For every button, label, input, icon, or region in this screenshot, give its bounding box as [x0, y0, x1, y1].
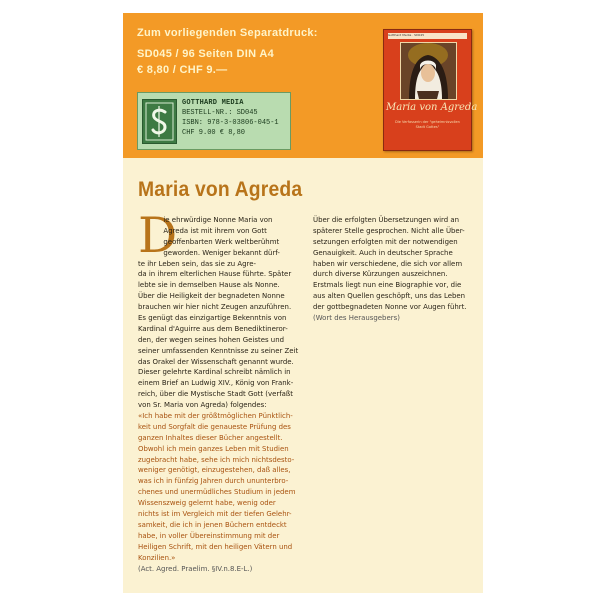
drop-cap: D	[138, 207, 178, 264]
text-line: Über die Heiligkeit der begnadeten Nonne	[138, 291, 285, 301]
text-line: geoffenbarten Werk weltberühmt	[163, 236, 280, 246]
text-line: seiner umfassenden Kenntnisse zu seiner Zeit	[138, 345, 299, 355]
cover-subtitle: Die Verfasserin der "geheimnisvollen Stadt Gottes"	[395, 120, 460, 129]
text-line: durch diverse Kürzungen auszeichnen.	[313, 269, 448, 279]
publisher-logo-icon	[142, 99, 177, 144]
article-title: Maria von Agreda	[138, 178, 303, 201]
isbn: ISBN: 978-3-03806-045-1	[182, 119, 279, 127]
text-line: Über die erfolgten Übersetzungen wird an	[313, 215, 460, 224]
text-line: von Sr. Maria von Agreda) folgendes:	[138, 400, 267, 410]
text-line: das Orakel der Wissenschaft genannt wurde.	[138, 356, 294, 366]
publisher-details	[182, 98, 279, 138]
order-info-heading: Zum vorliegenden Separatdruck:	[137, 27, 318, 39]
text-line: Kardinal d'Aguirre aus dem Benediktineror-	[138, 323, 288, 333]
text-line: Genauigkeit. Auch in deutscher Sprache	[313, 247, 453, 257]
publisher-badge	[137, 92, 291, 150]
text-line: geworden. Weniger bekannt dürf-	[163, 247, 280, 257]
text-line: Konzilien.»	[138, 552, 176, 562]
text-line: keit und Sorgfalt die genaueste Prüfung des	[138, 421, 291, 431]
text-line: den, der wegen seines hohen Geistes und	[138, 334, 285, 344]
text-line: brauchen wir hier nicht Zeugen anzuführen.	[138, 302, 292, 312]
text-line: was ich in fünfzig Jahren durch ununterbro-	[138, 476, 289, 486]
text-line: haben wir verschiedene, die sich vor allem	[313, 258, 463, 268]
order-info-panel	[123, 13, 483, 158]
book-cover	[383, 29, 478, 151]
text-line: te ihr Leben sein, das sie zu Agre-	[138, 258, 256, 268]
text-line: habe, in voller Übereinstimmung mit der	[138, 530, 280, 540]
publisher-name: GOTTHARD MEDIA	[182, 99, 244, 107]
text-line: da in ihrem elterlichen Hause führte. Später	[138, 269, 292, 279]
order-info-pages: SD045 / 96 Seiten DIN A4	[137, 48, 275, 60]
text-line: Wissenszweig gelernt habe, wenig oder	[138, 498, 276, 508]
article-column-left	[138, 207, 306, 574]
text-line: späterer Stelle gesprochen. Nicht alle Über-	[313, 225, 465, 235]
badge-price: CHF 9.00 € 8,80	[182, 129, 246, 137]
text-line: chenes und unermüdliches Studium in jedem	[138, 487, 296, 497]
text-line: Agreda ist mit ihrem von Gott	[163, 225, 267, 235]
text-line: ie ehrwürdige Nonne Maria von	[163, 215, 273, 224]
text-line: lebte sie in demselben Hause als Nonne.	[138, 280, 280, 290]
text-line: nichts ist im Vergleich mit der tiefen Gelehr-	[138, 509, 292, 519]
text-line: aus alten Quellen geschöpft, uns das Leben	[313, 291, 466, 301]
text-line: Dieser gelehrte Kardinal schreibt nämlich in	[138, 367, 291, 377]
text-line: einem Brief an Ludwig XIV., König von Frank-	[138, 378, 294, 388]
cover-header: Gotthard Media · SD045	[388, 33, 467, 39]
text-line: Erstmals liegt nun eine Biographie vor, die	[313, 280, 462, 290]
text-line: setzungen erfolgten mit der notwendigen	[313, 236, 458, 246]
text-line: Heiligen Schrift, mit den heiligen Vätern und	[138, 541, 293, 551]
text-line: «Ich habe mit der größtmöglichen Pünktlich-	[138, 411, 293, 421]
text-line: samkeit, die ich in jenen Büchern entdeckt	[138, 519, 287, 529]
cover-title: Maria von Agreda	[386, 102, 478, 113]
order-info-price: € 8,80 / CHF 9.—	[137, 64, 228, 76]
text-line: (Act. Agred. Praelim. §IV.n.8.E-L.)	[138, 563, 253, 573]
text-line: Obwohl ich mein ganzes Leben mit Studien	[138, 443, 289, 453]
text-line: zugebracht habe, sehe ich mich nichtsdesto-	[138, 454, 295, 464]
text-line: (Wort des Herausgebers)	[313, 313, 400, 323]
text-line: ganzen Inhaltes dieser Bücher angestellt.	[138, 432, 283, 442]
text-line: der gottbegnadeten Nonne vor Augen führt.	[313, 302, 467, 312]
text-line: reich, über die Mystische Stadt Gott (verfaßt	[138, 389, 294, 399]
nun-portrait-icon	[400, 42, 457, 100]
article-column-right	[313, 215, 475, 324]
text-line: Es genügt das einzigartige Bekenntnis von	[138, 313, 287, 323]
order-number: BESTELL-NR.: SD045	[182, 109, 258, 117]
text-line: weniger genötigt, einzugestehen, daß alles,	[138, 465, 291, 475]
